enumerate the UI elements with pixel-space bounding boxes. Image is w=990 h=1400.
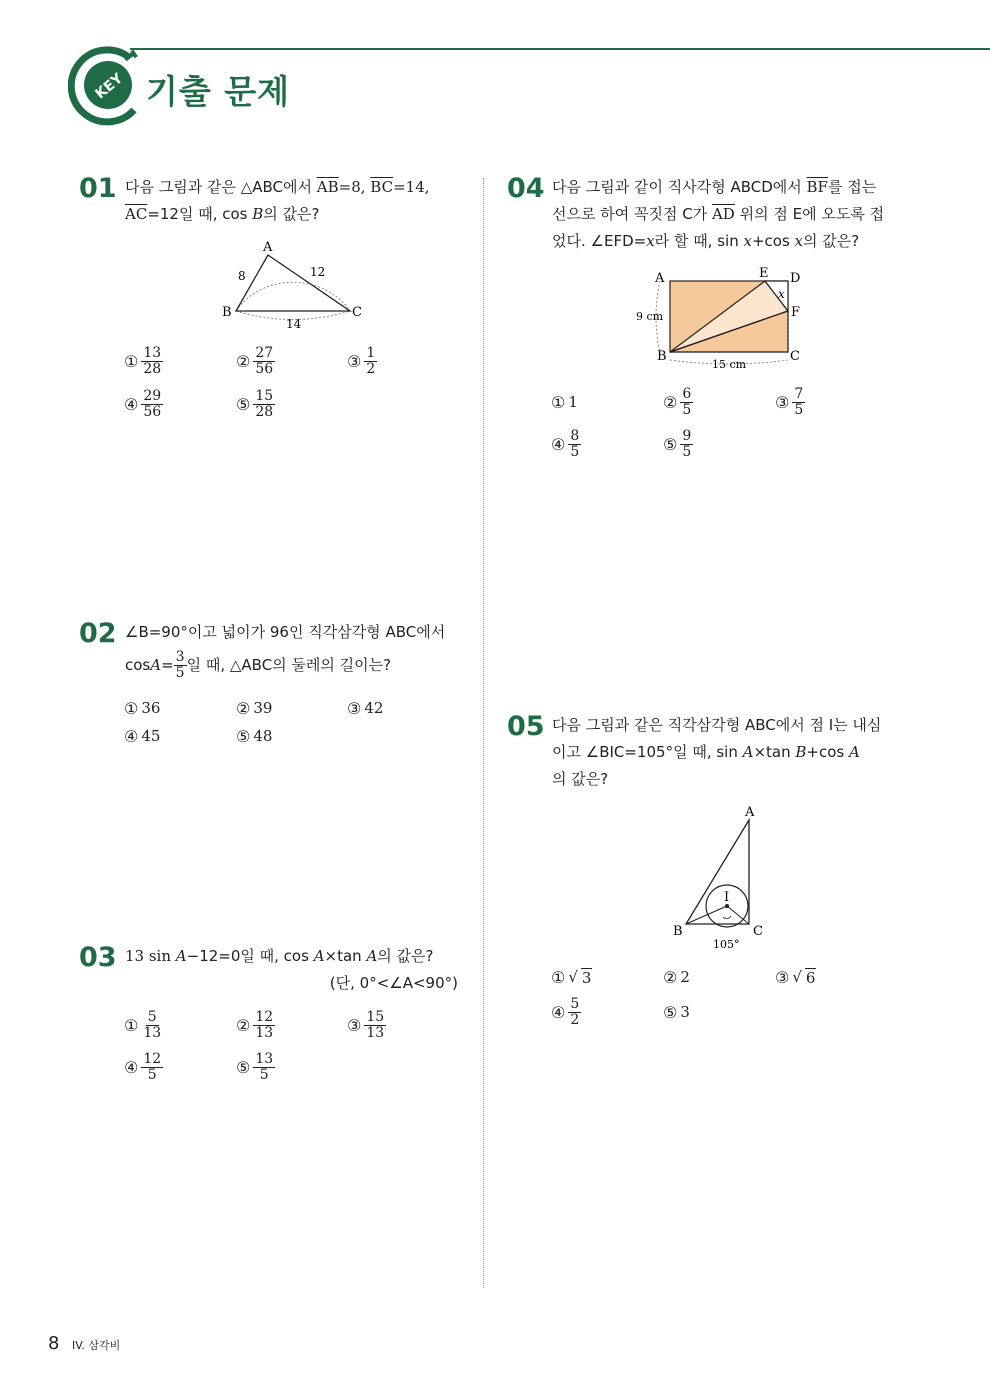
problem-04-option-2[interactable]: ② $\frac{6}{5}$ [663,385,692,418]
problem-04-option-1[interactable]: ① 1 [551,392,578,412]
problem-number-01: 01 [79,173,117,204]
svg-text:C: C [352,305,362,320]
problem-03-option-2[interactable]: ② $\frac{12}{13}$ [236,1008,274,1041]
svg-text:8: 8 [238,269,246,283]
problem-02-option-1[interactable]: ① 36 [124,698,161,718]
problem-number-05: 05 [507,711,545,742]
problem-02-option-2[interactable]: ② 39 [236,698,273,718]
problem-01-option-1[interactable]: ① $\frac{13}{28}$ [124,344,162,377]
key-logo-icon [68,44,148,126]
problem-05-option-4[interactable]: ④ $\frac{5}{2}$ [551,995,580,1028]
problem-04-text: 다음 그림과 같이 직사각형 ABCD에서 $\overline{BF}$를 접는 선으로 하여 꼭짓점 C가 $\overline{AD}$ 위의 점 E에 오도록 접 었다. ∠EFD=x라 할 때, sin x+cos x의 값은? [552,178,885,250]
problem-04-figure [630,262,810,374]
problem-03-option-3[interactable]: ③ $\frac{15}{13}$ [347,1008,385,1041]
key-badge-text: KEY [92,70,127,103]
problem-03-condition: (단, 0°<∠A<90°) [329,974,458,992]
problem-01-option-3[interactable]: ③ $\frac{1}{2}$ [347,344,376,377]
problem-01-option-4[interactable]: ④ $\frac{29}{56}$ [124,387,162,420]
svg-text:I: I [724,890,730,905]
svg-text:A: A [745,805,755,820]
svg-text:12: 12 [310,265,326,279]
column-divider [483,178,484,1288]
problem-03-option-5[interactable]: ⑤ $\frac{13}{5}$ [236,1050,274,1083]
svg-text:E: E [759,266,769,281]
svg-text:105°: 105° [713,938,740,951]
problem-03-option-4[interactable]: ④ $\frac{12}{5}$ [124,1050,162,1083]
svg-text:9 cm: 9 cm [636,310,664,323]
problem-05-option-5[interactable]: ⑤ 3 [663,1002,690,1022]
problem-01-option-2[interactable]: ② $\frac{27}{56}$ [236,344,274,377]
svg-text:14: 14 [286,317,302,331]
page-title: 기출 문제 [146,72,291,111]
problem-03-text: 13 sin A−12=0일 때, cos A×tan A의 값은? (단, 0°<∠A<90°) [125,943,470,997]
svg-text:C: C [753,924,763,939]
problem-05-option-1[interactable]: ① √ 3 [551,967,592,987]
problem-01-figure [210,236,380,336]
svg-text:F: F [791,305,801,320]
svg-text:B: B [222,305,232,320]
svg-text:A: A [263,240,273,255]
problem-02-option-4[interactable]: ④ 45 [124,726,161,746]
problem-04-option-4[interactable]: ④ $\frac{8}{5}$ [551,427,580,460]
svg-text:B: B [673,924,683,939]
problem-03-option-1[interactable]: ① $\frac{5}{13}$ [124,1008,162,1041]
problem-05-option-3[interactable]: ③ √ 6 [775,967,816,987]
problem-02-option-3[interactable]: ③ 42 [347,698,384,718]
page-number: 8 [48,1333,60,1354]
problem-01-option-5[interactable]: ⑤ $\frac{15}{28}$ [236,387,274,420]
svg-text:A: A [655,271,665,286]
problem-04-option-5[interactable]: ⑤ $\frac{9}{5}$ [663,427,692,460]
problem-05-figure [665,800,775,955]
svg-text:15 cm: 15 cm [712,358,747,371]
problem-04-option-3[interactable]: ③ $\frac{7}{5}$ [775,385,804,418]
header-rule [130,48,990,50]
svg-text:x: x [778,287,785,301]
problem-number-02: 02 [79,618,117,649]
problem-05-option-2[interactable]: ② 2 [663,967,690,987]
problem-number-04: 04 [507,173,545,204]
chapter-label: IV. 삼각비 [72,1339,121,1352]
problem-02-option-5[interactable]: ⑤ 48 [236,726,273,746]
svg-text:D: D [790,271,801,286]
problem-01-text: 다음 그림과 같은 △ABC에서 $\overline{AB}=8$, $\overline{BC}=14$, $\overline{AC}=12$일 때, cos B의 값은? [125,178,430,223]
svg-text:C: C [790,349,800,364]
problem-05-text: 다음 그림과 같은 직각삼각형 ABC에서 점 I는 내심 이고 ∠BIC=105°일 때, sin A×tan B+cos A 의 값은? [552,716,882,788]
problem-number-03: 03 [79,942,117,973]
svg-text:B: B [657,349,667,364]
problem-02-text: ∠B=90°이고 넓이가 96인 직각삼각형 ABC에서 cos A = $\frac{3}{5}$ 일 때, △ABC의 둘레의 길이는? [125,623,446,681]
